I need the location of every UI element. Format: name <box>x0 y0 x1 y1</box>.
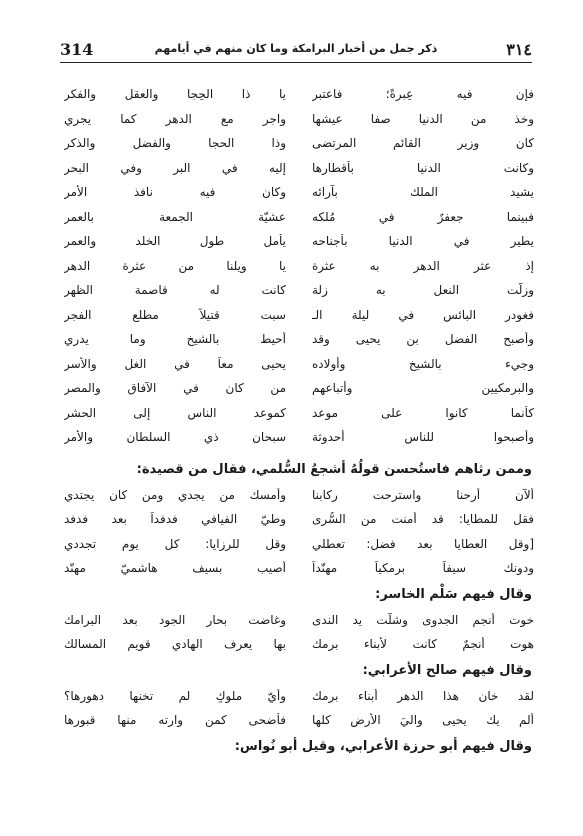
first-hemistich: [وقل العطايا بعد فضل: تعطلي <box>312 536 534 551</box>
second-hemistich: كموعد الناس إلى الحشر <box>64 405 286 420</box>
verse-line <box>64 180 534 205</box>
first-hemistich: وزلّت النعل به زلة <box>312 283 534 298</box>
verse-line <box>64 205 534 230</box>
verse-line <box>64 107 534 132</box>
verse-line <box>64 303 534 328</box>
verse-line <box>64 632 534 657</box>
first-hemistich: وأصبح الفضل بن يحيى وقد <box>312 332 534 347</box>
second-hemistich: أحيط بالشيخ وما يدري <box>64 332 286 347</box>
first-hemistich: ودونك سيفاً برمكياً مهنّداً <box>312 561 534 576</box>
second-hemistich: سبت قتيلاً مطلع الفجر <box>64 307 286 322</box>
first-hemistich: يشيد الملك بآرائه <box>312 185 534 200</box>
first-hemistich: كأنما كانوا على موعد <box>312 405 534 420</box>
second-hemistich: واجر مع الدهر كما يجري <box>64 111 286 126</box>
second-hemistich: من كان في الآفاق والمصر <box>64 381 286 396</box>
second-hemistich: وقل للرزايا: كل يوم تجددي <box>64 536 286 551</box>
second-hemistich: فأضحى كمن وارته منها قبورها <box>64 713 286 728</box>
second-hemistich: عشيّة الجمعة بالعمر <box>64 209 286 224</box>
second-hemistich: أصيب بسيف هاشميّ مهنّد <box>64 561 286 576</box>
section-heading: وقال فيهم سَلْم الخاسر: <box>375 586 532 602</box>
second-hemistich: كانت له قاصمة الظهر <box>64 283 286 298</box>
second-hemistich: وطيّ الفيافي فدفداً بعد فدفد <box>64 512 286 527</box>
second-hemistich: بها يعرف الهادي قويم المسالك <box>64 637 286 652</box>
poem-section <box>64 581 534 657</box>
verse-line <box>64 556 534 581</box>
first-hemistich: وأصبحوا للناس أحدوثة <box>312 430 534 445</box>
verse-line <box>64 278 534 303</box>
verse-line <box>64 401 534 426</box>
first-hemistich: ألآن أرحنا واسترحت ركابنا <box>312 487 534 502</box>
second-hemistich: يا ويلنا من عثرة الدهر <box>64 258 286 273</box>
first-hemistich: هوت أنجمٌ كانت لأبناء برمك <box>312 637 534 652</box>
verse-line <box>64 131 534 156</box>
first-hemistich: كان وزير القائم المرتضى <box>312 136 534 151</box>
first-hemistich: خوت أنجم الجدوى وشلّت يد الندى <box>312 612 534 627</box>
verse-line <box>64 425 534 450</box>
verse-line <box>64 352 534 377</box>
first-hemistich: إذ عثر الدهر به عثرة <box>312 258 534 273</box>
poem-section <box>64 456 534 581</box>
first-hemistich: فإن فيه عِبرةً؛ فاعتبر <box>312 87 534 102</box>
section-heading: وممن رثاهم فاستُحسن قولُهُ أشجعُ السُّلمي، فقال من قصيدة: <box>136 461 532 477</box>
verse-line <box>64 708 534 733</box>
verse-line <box>64 254 534 279</box>
second-hemistich: وغاضت بحار الجود بعد البرامك <box>64 612 286 627</box>
page-number-latin: 314 <box>60 40 94 59</box>
first-hemistich: والبرمكيين وأتباعهم <box>312 381 534 396</box>
running-title: ذكر جمل من أخبار البرامكة وما كان منهم في أيامهم <box>154 42 438 55</box>
section-heading: وقال فيهم أبو حرزة الأعرابي، وقيل أبو نُواس: <box>234 738 532 754</box>
first-hemistich: فغودر البائس في ليلة الـ <box>312 307 534 322</box>
verse-line <box>64 327 534 352</box>
first-hemistich: فقل للمطايا: قد أمنت من السُّرى <box>312 512 534 527</box>
second-hemistich: إليه في البر وفي البحر <box>64 160 286 175</box>
first-hemistich: وجيء بالشيخ وأولاده <box>312 356 534 371</box>
first-hemistich: لقد خان هذا الدهر أبناء برمك <box>312 688 534 703</box>
second-hemistich: وذا الحجا والفضل والذكر <box>64 136 286 151</box>
second-hemistich: يا ذا الحِجا والعقل والفكر <box>64 87 286 102</box>
poem-section <box>64 657 534 733</box>
verse-line <box>64 82 534 107</box>
first-hemistich: وخذ من الدنيا صفا عيشها <box>312 111 534 126</box>
verse-line <box>64 684 534 709</box>
second-hemistich: وأيّ ملوكٍ لم تخنها دهورها؟ <box>64 688 286 703</box>
second-hemistich: يحيى معاً في الغل والأسر <box>64 356 286 371</box>
second-hemistich: يأمل طول الخلد والعمر <box>64 234 286 249</box>
verse-line <box>64 229 534 254</box>
verse-line <box>64 376 534 401</box>
page-body <box>64 82 534 760</box>
first-hemistich: يطير في الدنيا بأجناحه <box>312 234 534 249</box>
first-hemistich: فبينما جعفرٌ في مُلكه <box>312 209 534 224</box>
poem-section <box>64 733 534 760</box>
first-hemistich: وكانت الدنيا بأقطارها <box>312 160 534 175</box>
section-heading: وقال فيهم صالح الأعرابي: <box>362 662 532 678</box>
poem-section <box>64 82 534 450</box>
second-hemistich: وكان فيه نافذ الأمر <box>64 185 286 200</box>
page-number-arabic: ٣١٤ <box>506 40 532 59</box>
verse-line <box>64 608 534 633</box>
verse-line <box>64 507 534 532</box>
verse-line <box>64 156 534 181</box>
first-hemistich: ألم يك يحيى واليَ الأرض كلها <box>312 713 534 728</box>
verse-line <box>64 532 534 557</box>
verse-line <box>64 483 534 508</box>
page-header <box>60 38 532 63</box>
second-hemistich: وأمسك من يجدي ومن كان يجتدي <box>64 487 286 502</box>
second-hemistich: سبحان ذي السلطان والأمر <box>64 430 286 445</box>
